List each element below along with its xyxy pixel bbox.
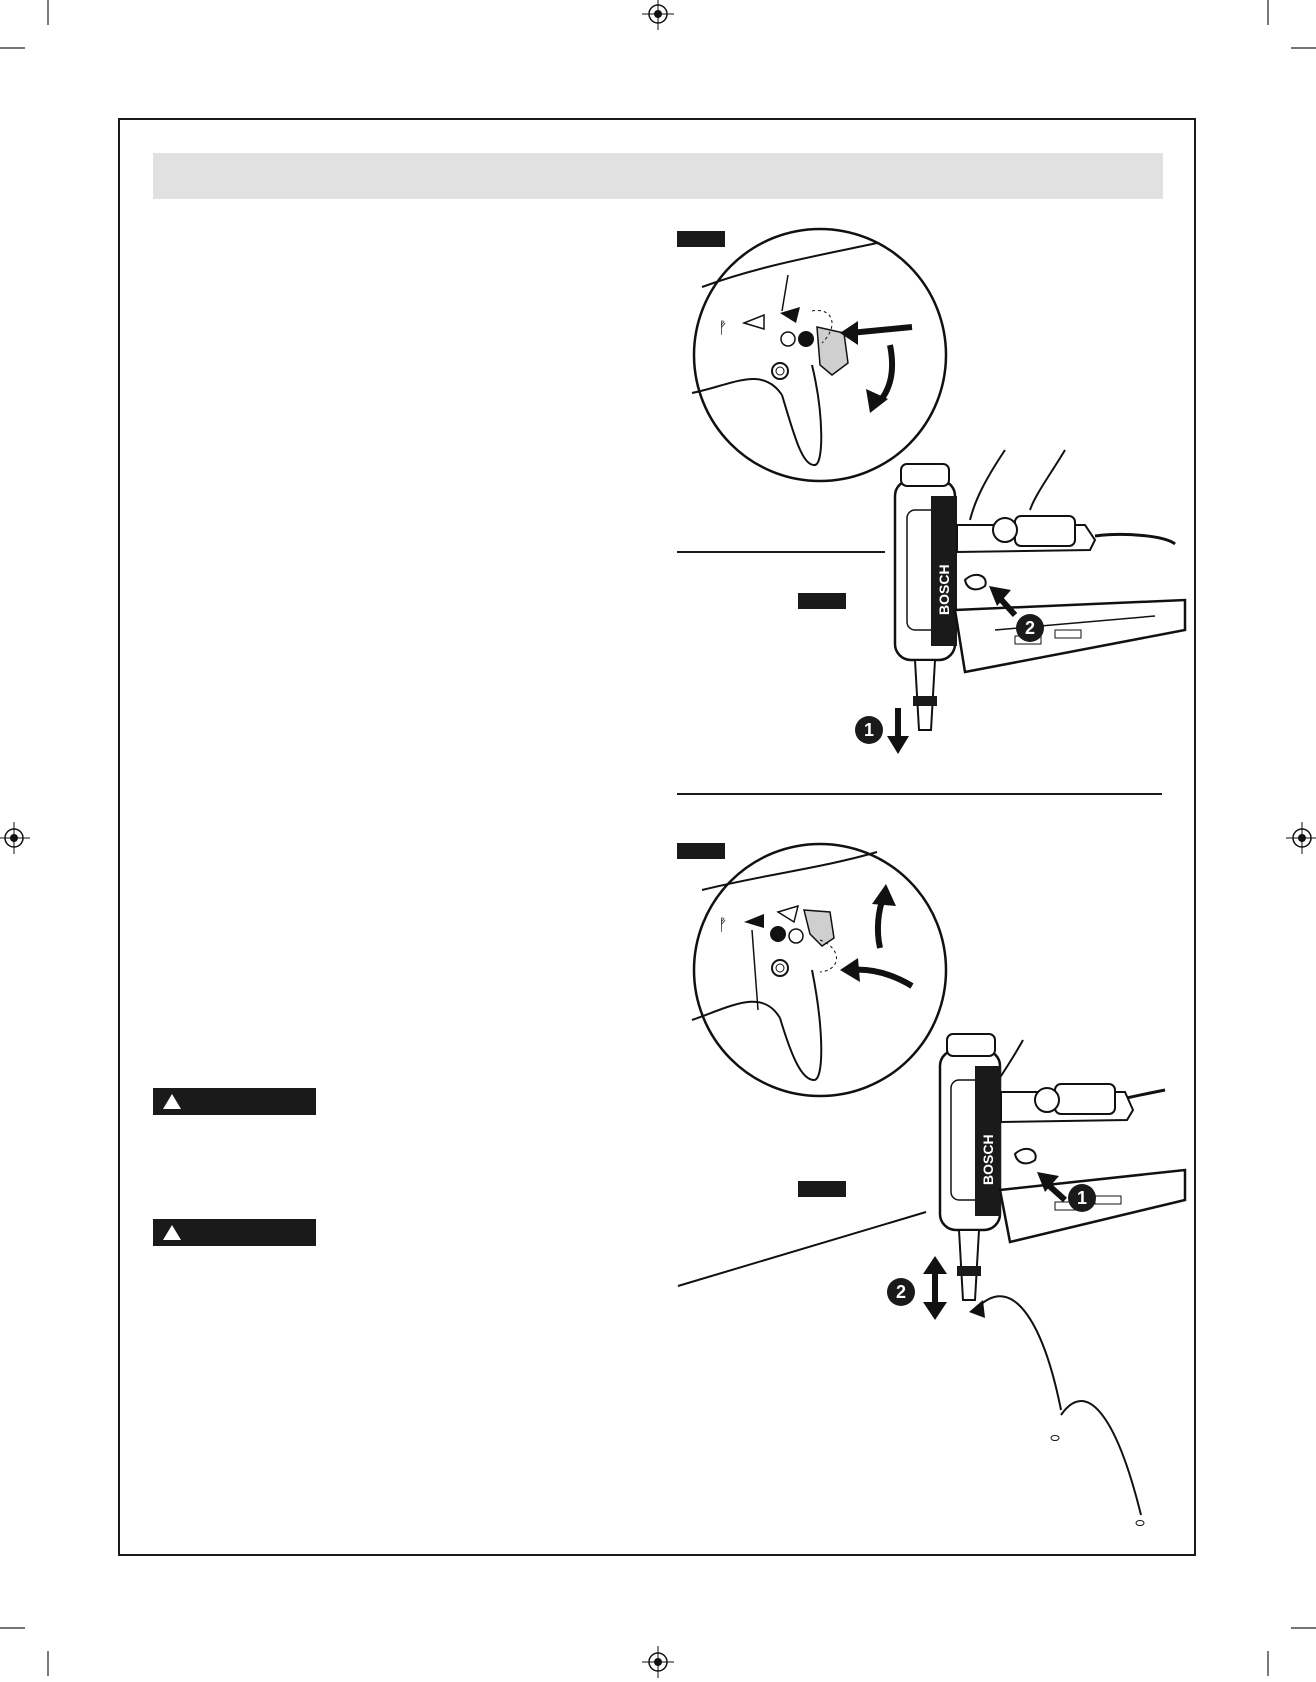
top-nailer-illustration (865, 440, 1185, 760)
figure-divider (677, 551, 885, 553)
callout-step-1: 1 (863, 720, 875, 740)
workpiece-line (674, 1210, 934, 1300)
svg-text:ᚡ: ᚡ (718, 318, 728, 337)
warning-triangle-icon (163, 1225, 181, 1240)
svg-text:ᚡ: ᚡ (718, 915, 728, 934)
warning-badge (153, 1219, 316, 1246)
tool-brand-label: BOSCH (980, 1134, 996, 1185)
callout-step-2: 2 (895, 1282, 907, 1302)
section-header-bar (153, 153, 1163, 199)
registration-mark-left (0, 818, 34, 858)
registration-mark-right (1282, 818, 1316, 858)
figure-tag (798, 1181, 846, 1197)
figure-tag (798, 593, 846, 609)
callout-step-2: 2 (1024, 618, 1036, 638)
warning-triangle-icon (163, 1094, 181, 1109)
registration-mark-bottom (638, 1642, 678, 1682)
warning-badge (153, 1088, 316, 1115)
callout-step-1: 1 (1076, 1188, 1088, 1208)
registration-mark-top (638, 0, 678, 36)
tool-brand-label: BOSCH (936, 564, 952, 615)
figure-divider (677, 793, 1162, 795)
